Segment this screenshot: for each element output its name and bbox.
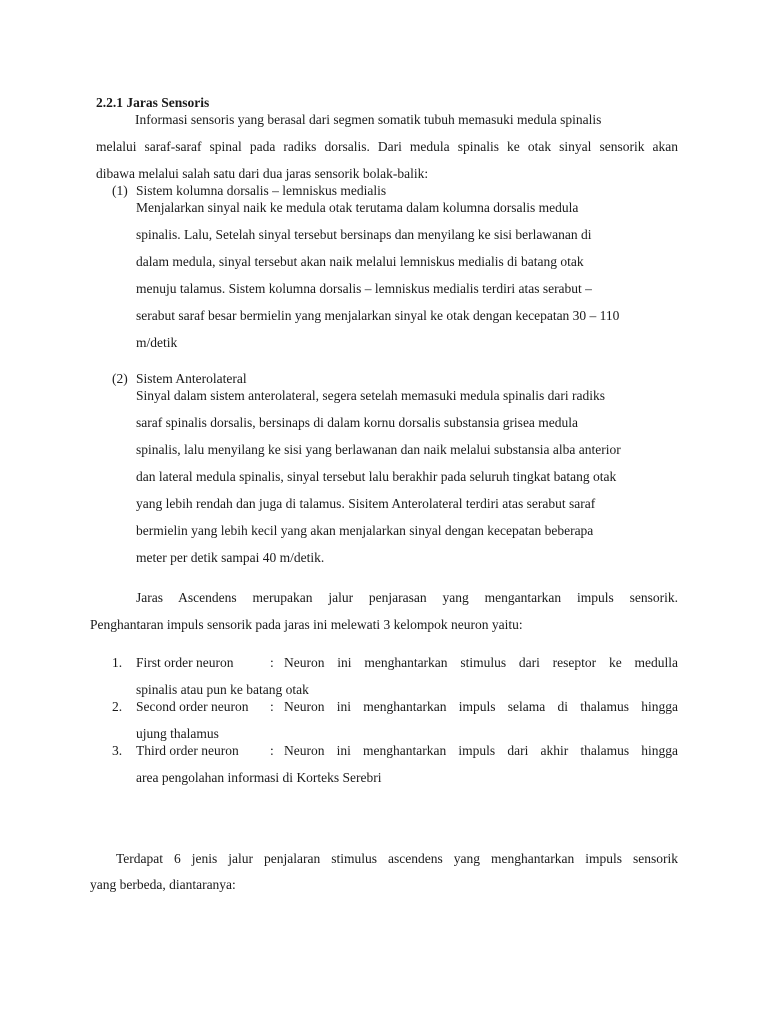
system-line: yang lebih rendah dan juga di talamus. Sisitem Anterolateral terdiri atas serabut saraf [136,496,596,511]
neuron-description: Neuron ini menghantarkan impuls selama di thalamus hingga [284,699,678,714]
ascendens-line: Jaras Ascendens merupakan jalur penjarasan yang mengantarkan impuls sensorik. [136,590,678,605]
system-title: Sistem Anterolateral [136,371,247,386]
neuron-colon: : [270,743,274,758]
system-line: saraf spinalis dorsalis, bersinaps di dalam kornu dorsalis substansia grisea medula [136,415,579,430]
ascendens-line: Penghantaran impuls sensorik pada jaras ini melewati 3 kelompok neuron yaitu: [90,617,523,632]
intro-line: Informasi sensoris yang berasal dari segmen somatik tubuh memasuki medula spinalis [135,112,602,127]
intro-line: melalui saraf-saraf spinal pada radiks dorsalis. Dari medula spinalis ke otak sinyal sensorik akan [96,139,678,154]
system-line: meter per detik sampai 40 m/detik. [136,550,325,565]
intro-line: dibawa melalui salah satu dari dua jaras sensorik bolak-balik: [96,166,429,181]
closing-line: Terdapat 6 jenis jalur penjalaran stimulus ascendens yang menghantarkan impuls sensorik [116,851,678,866]
neuron-colon: : [270,699,274,714]
closing-line: yang berbeda, diantaranya: [90,877,236,892]
system-title: Sistem kolumna dorsalis – lemniskus medialis [136,183,387,198]
system-line: Menjalarkan sinyal naik ke medula otak terutama dalam kolumna dorsalis medula [136,200,579,215]
system-line: m/detik [136,335,178,350]
neuron-description: Neuron ini menghantarkan impuls dari akhir thalamus hingga [284,743,678,758]
neuron-label: First order neuron [136,655,234,670]
system-line: serabut saraf besar bermielin yang menjalarkan sinyal ke otak dengan kecepatan 30 – 110 [136,308,620,323]
neuron-colon: : [270,655,274,670]
system-number: (2) [112,371,128,386]
neuron-label: Second order neuron [136,699,249,714]
list-number: 3. [112,743,123,758]
section-heading: 2.2.1 Jaras Sensoris [96,95,210,110]
neuron-description: spinalis atau pun ke batang otak [136,682,309,697]
neuron-description: area pengolahan informasi di Korteks Serebri [136,770,382,785]
neuron-description: ujung thalamus [136,726,219,741]
neuron-label: Third order neuron [136,743,239,758]
system-line: Sinyal dalam sistem anterolateral, segera setelah memasuki medula spinalis dari radiks [136,388,605,403]
system-line: dan lateral medula spinalis, sinyal tersebut lalu berakhir pada seluruh tingkat batang otak [136,469,617,484]
list-number: 1. [112,655,123,670]
system-line: menuju talamus. Sistem kolumna dorsalis – lemniskus medialis terdiri atas serabut – [136,281,592,296]
system-line: spinalis. Lalu, Setelah sinyal tersebut bersinaps dan menyilang ke sisi berlawanan di [136,227,592,242]
list-number: 2. [112,699,123,714]
system-line: spinalis, lalu menyilang ke sisi yang berlawanan dan naik melalui substansia alba anterior [136,442,621,457]
system-line: dalam medula, sinyal tersebut akan naik melalui lemniskus medialis di batang otak [136,254,584,269]
system-line: bermielin yang lebih kecil yang akan menjalarkan sinyal dengan kecepatan beberapa [136,523,594,538]
system-number: (1) [112,183,128,198]
neuron-description: Neuron ini menghantarkan stimulus dari reseptor ke medulla [284,655,678,670]
